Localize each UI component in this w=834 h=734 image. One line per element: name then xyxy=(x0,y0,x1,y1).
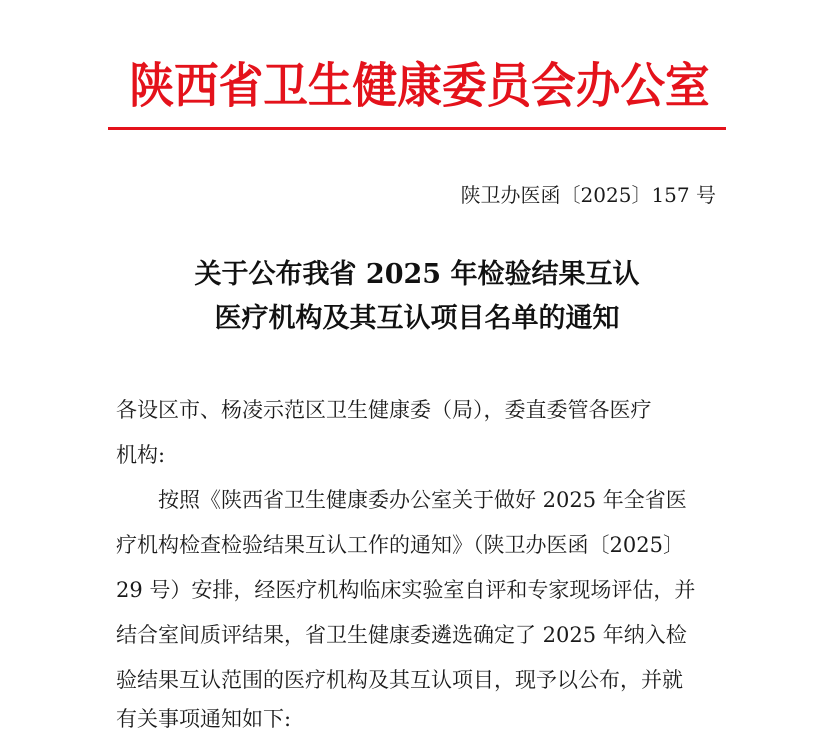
body-text-line: 疗机构检查检验结果互认工作的通知》（陕卫办医函〔2025〕 xyxy=(116,533,684,557)
body-text-line: 按照《陕西省卫生健康委办公室关于做好 2025 年全省医 xyxy=(116,488,687,512)
body-text-line: 结合室间质评结果，省卫生健康委遴选确定了 2025 年纳入检 xyxy=(116,623,687,647)
notice-title-line-2: 医疗机构及其互认项目名单的通知 xyxy=(214,303,620,334)
body-text-line: 各设区市、杨凌示范区卫生健康委（局），委直委管各医疗 xyxy=(116,398,652,422)
body-text-line: 验结果互认范围的医疗机构及其互认项目，现予以公布，并就 xyxy=(116,668,683,692)
document-number: 陕卫办医函〔2025〕157 号 xyxy=(460,183,716,207)
body-text-line: 机构: xyxy=(116,443,166,467)
notice-title-line-1: 关于公布我省 2025 年检验结果互认 xyxy=(194,259,640,290)
issuer-masthead: 陕西省卫生健康委员会办公室 xyxy=(129,58,710,114)
red-header-rule xyxy=(108,127,726,130)
body-text-line: 29 号）安排，经医疗机构临床实验室自评和专家现场评估，并 xyxy=(116,578,696,602)
body-text-line: 有关事项通知如下: xyxy=(116,707,292,731)
